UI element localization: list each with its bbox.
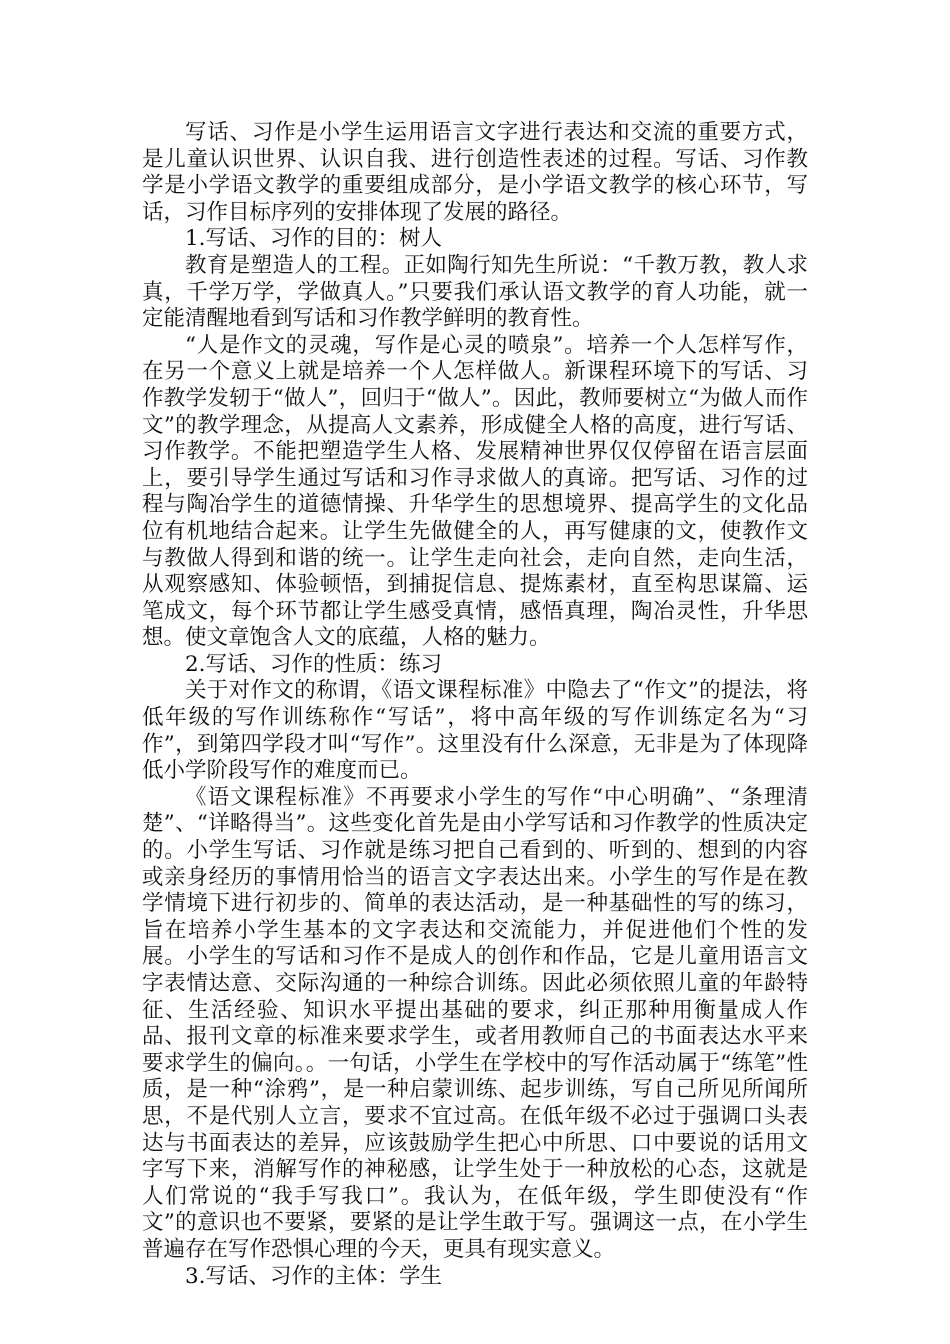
body-paragraph: “人是作文的灵魂，写作是心灵的喷泉”。培养一个人怎样写作，在另一个意义上就是培养一个人怎样做人。新课程环境下的写话、习作教学发轫于“做人”，回归于“做人”。因此，教师要树立“为做人而作文”的教学理念，从提高人文素养，形成健全人格的高度，进行写话、习作教学。不能把塑造学生人格、发展精神世界仅仅停留在语言层面上，要引导学生通过写话和习作寻求做人的真谛。把写话、习作的过程与陶冶学生的道德情操、升华学生的思想境界、提高学生的文化品位有机地结合起来。让学生先做健全的人，再写健康的文，使教作文与教做人得到和谐的统一。让学生走向社会，走向自然，走向生活，从观察感知、体验顿悟，到捕捉信息、提炼素材，直至构思谋篇、运笔成文，每个环节都让学生感受真情，感悟真理，陶冶灵性，升华思想。使文章饱含人文的底蕴，人格的魅力。 bbox=[142, 332, 808, 651]
section-heading: 3.写话、习作的主体：学生 bbox=[185, 1263, 443, 1289]
body-paragraph: 《语文课程标准》不再要求小学生的写作“中心明确”、“条理清楚”、“详略得当”。这些变化首先是由小学写话和习作教学的性质决定的。小学生写话、习作就是练习把自己看到的、听到的、想到的内容或亲身经历的事情用恰当的语言文字表达出来。小学生的写作是在教学情境下进行初步的、简单的表达活动，是一种基础性的写的练习，旨在培养小学生基本的文字表达和交流能力，并促进他们个性的发展。小学生的写话和习作不是成人的创作和作品，它是儿童用语言文字表情达意、交际沟通的一种综合训练。因此必须依照儿童的年龄特征、生活经验、知识水平提出基础的要求，纠正那种用衡量成人作品、报刊文章的标准来要求学生，或者用教师自己的书面表达水平来要求学生的偏向。。一句话，小学生在学校中的写作活动属于“练笔”性质，是一种“涂鸦”，是一种启蒙训练、起步训练，写自己所见所闻所思，不是代别人立言，要求不宜过高。在低年级不必过于强调口头表达与书面表达的差异，应该鼓励学生把心中所思、口中要说的话用文字写下来，消解写作的神秘感，让学生处于一种放松的心态，这就是人们常说的“我手写我口”。我认为，在低年级，学生即使没有“作文”的意识也不要紧，要紧的是让学生敢于写。强调这一点，在小学生普遍存在写作恐惧心理的今天，更具有现实意义。 bbox=[142, 784, 808, 1262]
body-paragraph: 关于对作文的称谓，《语文课程标准》中隐去了“作文”的提法，将低年级的写作训练称作“写话”，将中高年级的写作训练定名为“习作”，到第四学段才叫“写作”。这里没有什么深意，无非是为了体现降低小学阶段写作的难度而已。 bbox=[142, 678, 808, 784]
section-heading: 2.写话、习作的性质：练习 bbox=[185, 651, 443, 677]
section-heading: 1.写话、习作的目的：树人 bbox=[185, 226, 443, 252]
body-paragraph: 教育是塑造人的工程。正如陶行知先生所说：“千教万教，教人求真，千学万学，学做真人。”只要我们承认语文教学的育人功能，就一定能清醒地看到写话和习作教学鲜明的教育性。 bbox=[142, 252, 808, 332]
document-page bbox=[142, 120, 808, 1290]
body-paragraph: 写话、习作是小学生运用语言文字进行表达和交流的重要方式，是儿童认识世界、认识自我、进行创造性表述的过程。写话、习作教学是小学语文教学的重要组成部分，是小学语文教学的核心环节，写话，习作目标序列的安排体现了发展的路径。 bbox=[142, 120, 808, 225]
